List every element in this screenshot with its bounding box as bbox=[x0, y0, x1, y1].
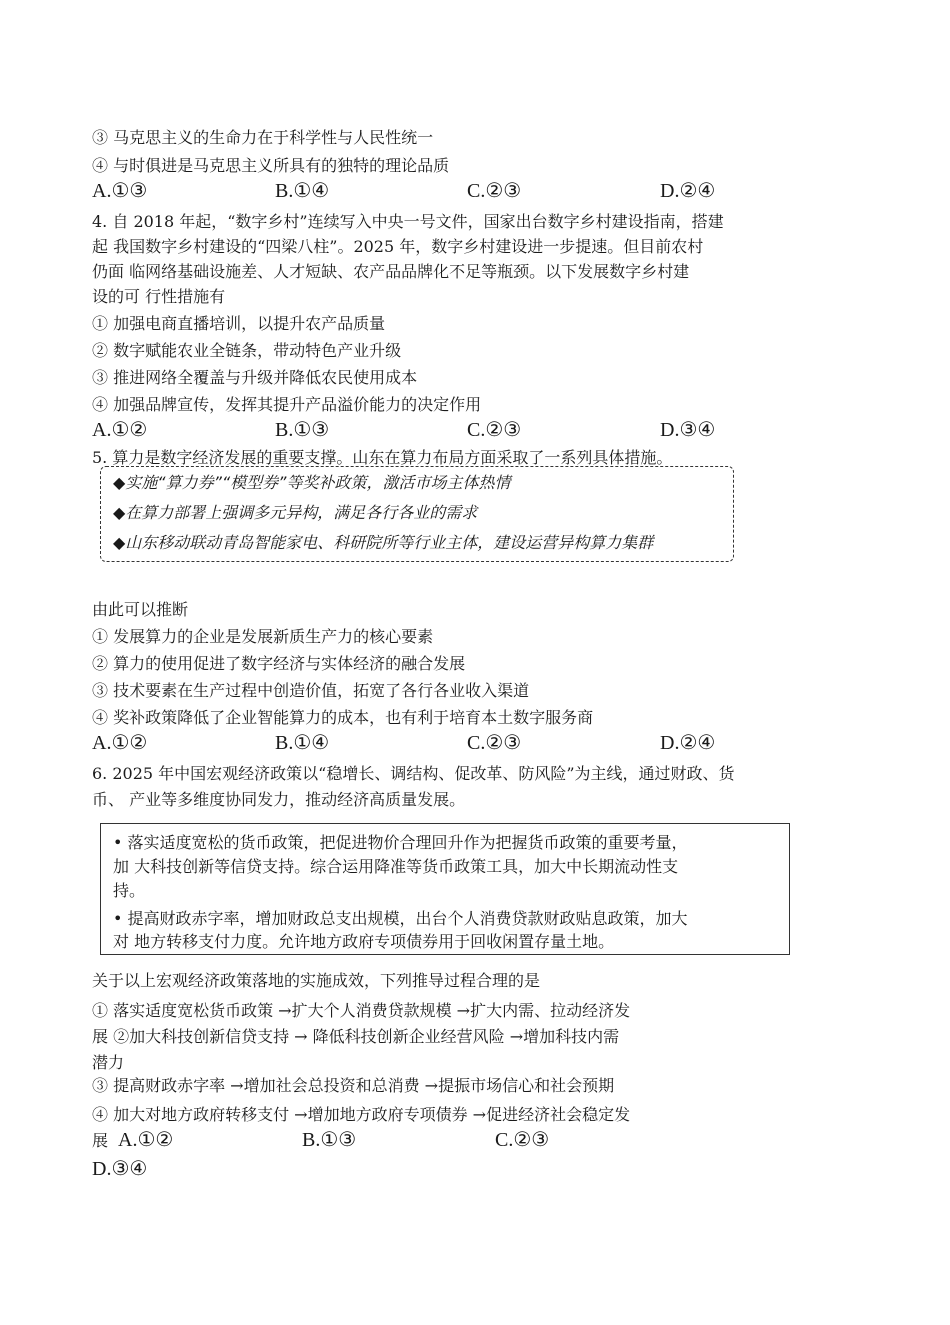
q5-box-line-1: ◆实施“算力券”“模型券”等奖补政策，激活市场主体热情 bbox=[113, 473, 511, 492]
q3-option-4: ④ 与时俱进是马克思主义所具有的独特的理论品质 bbox=[92, 156, 450, 175]
q3-choice-c: C.②③ bbox=[467, 180, 522, 202]
q3-choice-d: D.②④ bbox=[660, 180, 716, 202]
q6-option-line-3: 潜力 bbox=[92, 1053, 125, 1072]
q5-option-1: ① 发展算力的企业是发展新质生产力的核心要素 bbox=[92, 627, 434, 646]
q6-option-line-6: 展 bbox=[92, 1131, 109, 1150]
q3-choice-b: B.①④ bbox=[275, 180, 330, 202]
q6-box-line-2: 加 大科技创新等信贷支持。综合运用降准等货币政策工具，加大中长期流动性支 bbox=[113, 857, 679, 876]
q6-stem-line-2: 币、 产业等多维度协同发力，推动经济高质量发展。 bbox=[92, 790, 466, 809]
q5-option-4: ④ 奖补政策降低了企业智能算力的成本，也有利于培育本土数字服务商 bbox=[92, 708, 594, 727]
q6-stem-line-1: 6. 2025 年中国宏观经济政策以“稳增长、调结构、促改革、防风险”为主线，通过财政、货 bbox=[92, 764, 735, 783]
q6-box-line-3: 持。 bbox=[113, 881, 146, 900]
q5-option-3: ③ 技术要素在生产过程中创造价值，拓宽了各行各业收入渠道 bbox=[92, 681, 530, 700]
q6-option-line-4: ③ 提高财政赤字率 →增加社会总投资和总消费 →提振市场信心和社会预期 bbox=[92, 1076, 615, 1095]
q4-option-2: ② 数字赋能农业全链条，带动特色产业升级 bbox=[92, 341, 402, 360]
q4-choice-b: B.①③ bbox=[275, 419, 330, 441]
q3-option-3: ③ 马克思主义的生命力在于科学性与人民性统一 bbox=[92, 128, 434, 147]
q6-box-line-1: • 落实适度宽松的货币政策，把促进物价合理回升作为把握货币政策的重要考量， bbox=[113, 833, 688, 852]
q4-stem-line-1: 4. 自 2018 年起，“数字乡村”连续写入中央一号文件，国家出台数字乡村建设指南，搭建 bbox=[92, 212, 724, 231]
q4-choice-c: C.②③ bbox=[467, 419, 522, 441]
q4-stem-line-2: 起 我国数字乡村建设的“四梁八柱”。2025 年，数字乡村建设进一步提速。但目前农村 bbox=[92, 237, 704, 256]
q5-option-2: ② 算力的使用促进了数字经济与实体经济的融合发展 bbox=[92, 654, 466, 673]
q5-box-line-3: ◆山东移动联动青岛智能家电、科研院所等行业主体，建设运营异构算力集群 bbox=[113, 533, 654, 552]
q5-lead: 由此可以推断 bbox=[92, 600, 189, 619]
q5-material-box bbox=[100, 466, 734, 562]
q6-box-line-4: • 提高财政赤字率，增加财政总支出规模，出台个人消费贷款财政贴息政策，加大 bbox=[113, 909, 688, 928]
q6-choice-b: B.①③ bbox=[302, 1129, 357, 1151]
q5-choice-a: A.①② bbox=[92, 732, 148, 754]
q5-choice-c: C.②③ bbox=[467, 732, 522, 754]
q6-lead: 关于以上宏观经济政策落地的实施成效，下列推导过程合理的是 bbox=[92, 971, 541, 990]
q5-choice-b: B.①④ bbox=[275, 732, 330, 754]
q4-stem-line-3: 仍面 临网络基础设施差、人才短缺、农产品品牌化不足等瓶颈。以下发展数字乡村建 bbox=[92, 262, 690, 281]
q4-option-1: ① 加强电商直播培训，以提升农产品质量 bbox=[92, 314, 386, 333]
q5-stem: 5. 算力是数字经济发展的重要支撑。山东在算力布局方面采取了一系列具体措施。 bbox=[92, 448, 673, 467]
q5-box-line-2: ◆在算力部署上强调多元异构，满足各行各业的需求 bbox=[113, 503, 478, 522]
q6-material-box bbox=[100, 823, 790, 955]
q6-box-line-5: 对 地方转移支付力度。允许地方政府专项债券用于回收闲置存量土地。 bbox=[113, 932, 615, 951]
q6-option-line-2: 展 ②加大科技创新信贷支持 → 降低科技创新企业经营风险 →增加科技内需 bbox=[92, 1027, 620, 1046]
q4-stem-line-4: 设的可 行性措施有 bbox=[92, 287, 226, 306]
q4-option-4: ④ 加强品牌宣传，发挥其提升产品溢价能力的决定作用 bbox=[92, 395, 482, 414]
q6-choice-a: A.①② bbox=[118, 1129, 174, 1151]
q6-option-line-1: ① 落实适度宽松货币政策 →扩大个人消费贷款规模 →扩大内需、拉动经济发 bbox=[92, 1001, 631, 1020]
q6-choice-c: C.②③ bbox=[495, 1129, 550, 1151]
q6-choice-d: D.③④ bbox=[92, 1158, 148, 1180]
q3-choice-a: A.①③ bbox=[92, 180, 148, 202]
q5-choice-d: D.②④ bbox=[660, 732, 716, 754]
q4-choice-d: D.③④ bbox=[660, 419, 716, 441]
q4-choice-a: A.①② bbox=[92, 419, 148, 441]
q6-option-line-5: ④ 加大对地方政府转移支付 →增加地方政府专项债券 →促进经济社会稳定发 bbox=[92, 1105, 631, 1124]
q4-option-3: ③ 推进网络全覆盖与升级并降低农民使用成本 bbox=[92, 368, 418, 387]
